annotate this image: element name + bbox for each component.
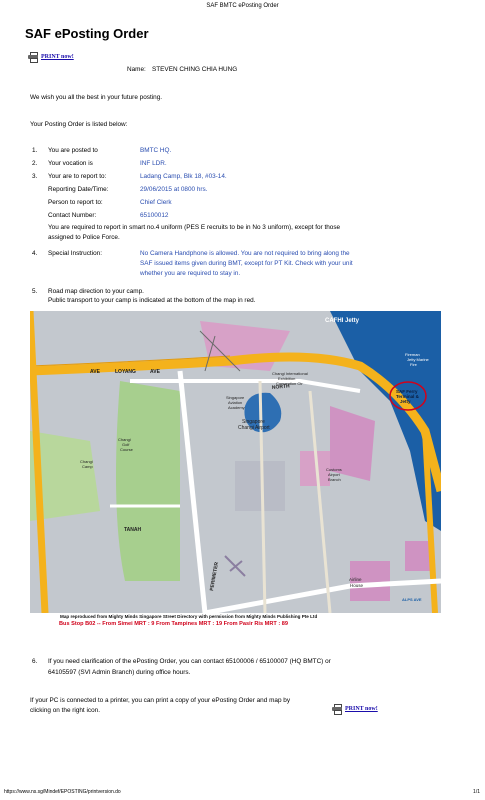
svg-text:AVE: AVE [150, 369, 160, 375]
svg-text:AVE: AVE [90, 369, 100, 375]
printer-note: If your PC is connected to a printer, you can print a copy of your ePosting Order and map by [30, 697, 291, 704]
svg-text:Changi: Changi [118, 437, 131, 442]
road-map-graphic [30, 311, 441, 613]
item-label: You are posted to [48, 147, 98, 154]
svg-text:Fire: Fire [410, 362, 417, 367]
item-number: 1. [32, 147, 38, 154]
svg-text:Jetty: Jetty [400, 399, 411, 404]
page-title: SAF ePosting Order [25, 26, 149, 41]
item-label: Reporting Date/Time: [48, 186, 109, 193]
svg-text:Customs: Customs [326, 467, 342, 472]
special-instruction-line: SAF issued items given during BMT, except for PT Kit. Check with your unit [140, 260, 353, 267]
clarification-text-cont: 64105597 (SVI Admin Branch) during office hours. [48, 669, 191, 676]
print-now-label: PRINT now! [41, 53, 74, 60]
svg-text:LOYANG: LOYANG [115, 369, 136, 375]
report-person-value: Chief Clerk [140, 199, 172, 206]
special-instruction-line: whether you are required to stay in. [140, 270, 241, 277]
svg-text:Singapore: Singapore [226, 395, 245, 400]
vocation-value: INF LDR. [140, 160, 167, 167]
svg-text:Changi Airport: Changi Airport [238, 425, 270, 431]
svg-text:Fireman: Fireman [405, 352, 420, 357]
browser-page-header: SAF BMTC ePosting Order [206, 3, 279, 9]
svg-text:PERIMETER: PERIMETER [209, 561, 221, 592]
footer-url: https://www.ns.sg/Mindef/EPOSTING/printversion.do [4, 789, 121, 795]
item-label: Your are to report to: [48, 173, 107, 180]
printer-icon [332, 704, 342, 713]
printer-note-cont: clicking on the right icon. [30, 707, 100, 714]
item-number: 6. [32, 658, 38, 665]
print-now-label: PRINT now! [345, 705, 378, 712]
contact-number-value: 65100012 [140, 212, 169, 219]
uniform-note: You are required to report in smart no.4 uniform (PES E recruits to be in No 3 uniform), except for those [48, 224, 341, 231]
svg-text:House: House [350, 583, 364, 588]
greeting-text: We wish you all the best in your future posting. [30, 94, 163, 101]
item-number: 4. [32, 250, 38, 257]
uniform-note-cont: assigned to Police Force. [48, 234, 120, 241]
road-map [30, 311, 441, 613]
item-number: 2. [32, 160, 38, 167]
svg-text:Changi: Changi [80, 459, 93, 464]
svg-text:Camp: Camp [82, 464, 93, 469]
special-instruction-line: No Camera Handphone is allowed. You are not required to bring along the [140, 250, 350, 257]
svg-text:Jetty Marine: Jetty Marine [407, 357, 429, 362]
report-location-value: Ladang Camp, Blk 18, #03-14. [140, 173, 227, 180]
svg-text:Airport: Airport [328, 472, 340, 477]
svg-text:Singapore: Singapore [242, 419, 265, 425]
svg-text:SAF Ferry: SAF Ferry [396, 389, 418, 394]
svg-text:Golf: Golf [122, 442, 130, 447]
svg-text:Aviation: Aviation [228, 400, 243, 405]
svg-text:Exhibition: Exhibition [278, 376, 296, 381]
name-label: Name: [127, 66, 146, 73]
footer-page-number: 1/1 [473, 789, 480, 795]
map-direction-label: Road map direction to your camp. [48, 288, 144, 295]
svg-text:Airline: Airline [349, 577, 362, 582]
svg-text:NORTH: NORTH [271, 383, 290, 391]
order-listed-text: Your Posting Order is listed below: [30, 121, 128, 128]
clarification-text: If you need clarification of the ePosting Order, you can contact 65100006 / 65100007 (HQ BMTC) or [48, 658, 331, 665]
item-label: Special Instruction: [48, 250, 102, 257]
svg-text:TANAH: TANAH [124, 527, 142, 533]
svg-text:Course: Course [120, 447, 133, 452]
printer-icon [28, 52, 38, 61]
print-now-link-bottom[interactable] [332, 704, 378, 713]
svg-text:Convention Ctr: Convention Ctr [276, 381, 303, 386]
print-now-link-top[interactable] [28, 52, 74, 61]
svg-text:ALPS AVE: ALPS AVE [402, 597, 422, 602]
svg-text:Changi International: Changi International [272, 371, 308, 376]
map-caption-credit: Map reproduced from Mighty Minds Singapore Street Directory with permission from Mighty Minds Publishing Pte Ltd [60, 614, 318, 619]
name-value: STEVEN CHING CHIA HUNG [152, 66, 238, 73]
posted-unit-value: BMTC HQ. [140, 147, 172, 154]
public-transport-note: Public transport to your camp is indicated at the bottom of the map in red. [48, 297, 256, 304]
map-label-cafhi-jetty: CAFHI Jetty [325, 318, 360, 324]
item-number: 5. [32, 288, 38, 295]
svg-text:Branch: Branch [328, 477, 341, 482]
bus-stop-info: Bus Stop B02 -- From Simei MRT : 9 From Tampines MRT : 19 From Pasir Ris MRT : 89 [59, 621, 288, 627]
svg-text:Academy: Academy [228, 405, 245, 410]
item-label: Contact Number: [48, 212, 97, 219]
svg-text:Terminal &: Terminal & [396, 394, 419, 399]
reporting-date-value: 29/06/2015 at 0800 hrs. [140, 186, 208, 193]
item-number: 3. [32, 173, 38, 180]
item-label: Your vocation is [48, 160, 93, 167]
item-label: Person to report to: [48, 199, 103, 206]
